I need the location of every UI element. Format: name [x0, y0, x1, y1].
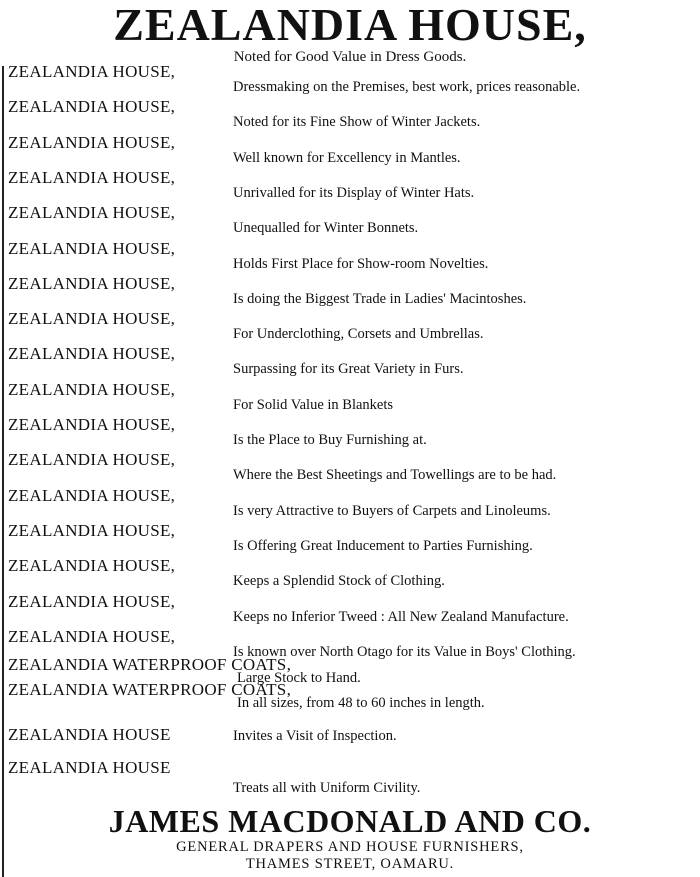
row-description: Is known over North Otago for its Value in Boys' Clothing. — [233, 643, 576, 660]
row-name: ZEALANDIA HOUSE, — [8, 520, 176, 540]
row-name: ZEALANDIA WATERPROOF COATS, — [8, 680, 292, 699]
row-description: Holds First Place for Show-room Novelties. — [233, 255, 489, 272]
claim-row — [0, 239, 700, 275]
row-name: ZEALANDIA HOUSE, — [8, 309, 176, 329]
row-description: Dressmaking on the Premises, best work, prices reasonable. — [233, 79, 581, 95]
claim-row — [0, 274, 700, 310]
row-description: Is doing the Biggest Trade in Ladies' Macintoshes. — [233, 290, 527, 307]
row-name: ZEALANDIA HOUSE, — [8, 415, 176, 434]
row-name: ZEALANDIA HOUSE, — [8, 450, 176, 470]
row-name: ZEALANDIA HOUSE, — [8, 379, 176, 399]
waterproof-row — [0, 680, 700, 716]
row-name: ZEALANDIA HOUSE, — [8, 273, 176, 293]
row-name: ZEALANDIA HOUSE, — [8, 167, 176, 187]
claim-row — [0, 415, 700, 451]
row-name: ZEALANDIA HOUSE, — [8, 556, 176, 576]
row-name: ZEALANDIA HOUSE, — [8, 62, 176, 81]
row-description: Keeps no Inferior Tweed : All New Zealand Manufacture. — [233, 608, 569, 625]
row-description: Unequalled for Winter Bonnets. — [233, 220, 419, 237]
row-name: ZEALANDIA WATERPROOF COATS, — [8, 655, 292, 674]
row-description: For Solid Value in Blankets — [233, 396, 394, 413]
row-name: ZEALANDIA HOUSE, — [8, 97, 176, 117]
row-name: ZEALANDIA HOUSE, — [8, 238, 176, 258]
subheadline: Noted for Good Value in Dress Goods. — [233, 49, 467, 65]
row-name: ZEALANDIA HOUSE, — [8, 626, 176, 646]
row-description: Keeps a Splendid Stock of Clothing. — [233, 573, 445, 590]
claim-row — [0, 309, 700, 345]
claim-row — [0, 450, 700, 486]
claim-row — [0, 592, 700, 628]
row-description: In all sizes, from 48 to 60 inches in length. — [237, 695, 485, 711]
claim-row — [0, 97, 700, 133]
claim-row — [0, 486, 700, 522]
company-address: THAMES STREET, OAMARU. — [245, 856, 455, 872]
claim-row — [0, 62, 700, 98]
row-name: ZEALANDIA HOUSE — [8, 758, 171, 777]
row-name: ZEALANDIA HOUSE, — [8, 485, 176, 505]
row-description: Is very Attractive to Buyers of Carpets and Linoleums. — [233, 502, 551, 519]
closing-row — [0, 758, 700, 794]
claim-row — [0, 203, 700, 239]
claim-row — [0, 556, 700, 592]
row-name: ZEALANDIA HOUSE, — [8, 203, 176, 223]
claim-row — [0, 168, 700, 204]
row-description: For Underclothing, Corsets and Umbrellas. — [233, 326, 484, 343]
row-name: ZEALANDIA HOUSE, — [8, 591, 176, 611]
row-description: Invites a Visit of Inspection. — [233, 728, 397, 744]
headline: ZEALANDIA HOUSE, — [113, 0, 587, 50]
claim-row — [0, 344, 700, 380]
row-description: Surpassing for its Great Variety in Furs. — [233, 361, 464, 378]
row-description: Large Stock to Hand. — [237, 670, 361, 686]
row-name: ZEALANDIA HOUSE — [8, 725, 171, 744]
row-description: Treats all with Uniform Civility. — [233, 780, 421, 796]
row-name: ZEALANDIA HOUSE, — [8, 132, 176, 152]
row-description: Unrivalled for its Display of Winter Hats. — [233, 184, 475, 201]
closing-row — [0, 725, 700, 761]
claim-row — [0, 133, 700, 169]
row-description: Well known for Excellency in Mantles. — [233, 149, 461, 166]
company-description: GENERAL DRAPERS AND HOUSE FURNISHERS, — [176, 839, 524, 855]
row-name: ZEALANDIA HOUSE, — [8, 344, 176, 364]
row-description: Noted for its Fine Show of Winter Jackets. — [233, 114, 481, 131]
row-description: Where the Best Sheetings and Towellings are to be had. — [233, 467, 557, 484]
claim-row — [0, 380, 700, 416]
claim-row — [0, 521, 700, 557]
company-name: JAMES MACDONALD AND CO. — [108, 803, 592, 839]
row-description: Is Offering Great Inducement to Parties Furnishing. — [233, 537, 533, 554]
row-description: Is the Place to Buy Furnishing at. — [233, 432, 427, 448]
